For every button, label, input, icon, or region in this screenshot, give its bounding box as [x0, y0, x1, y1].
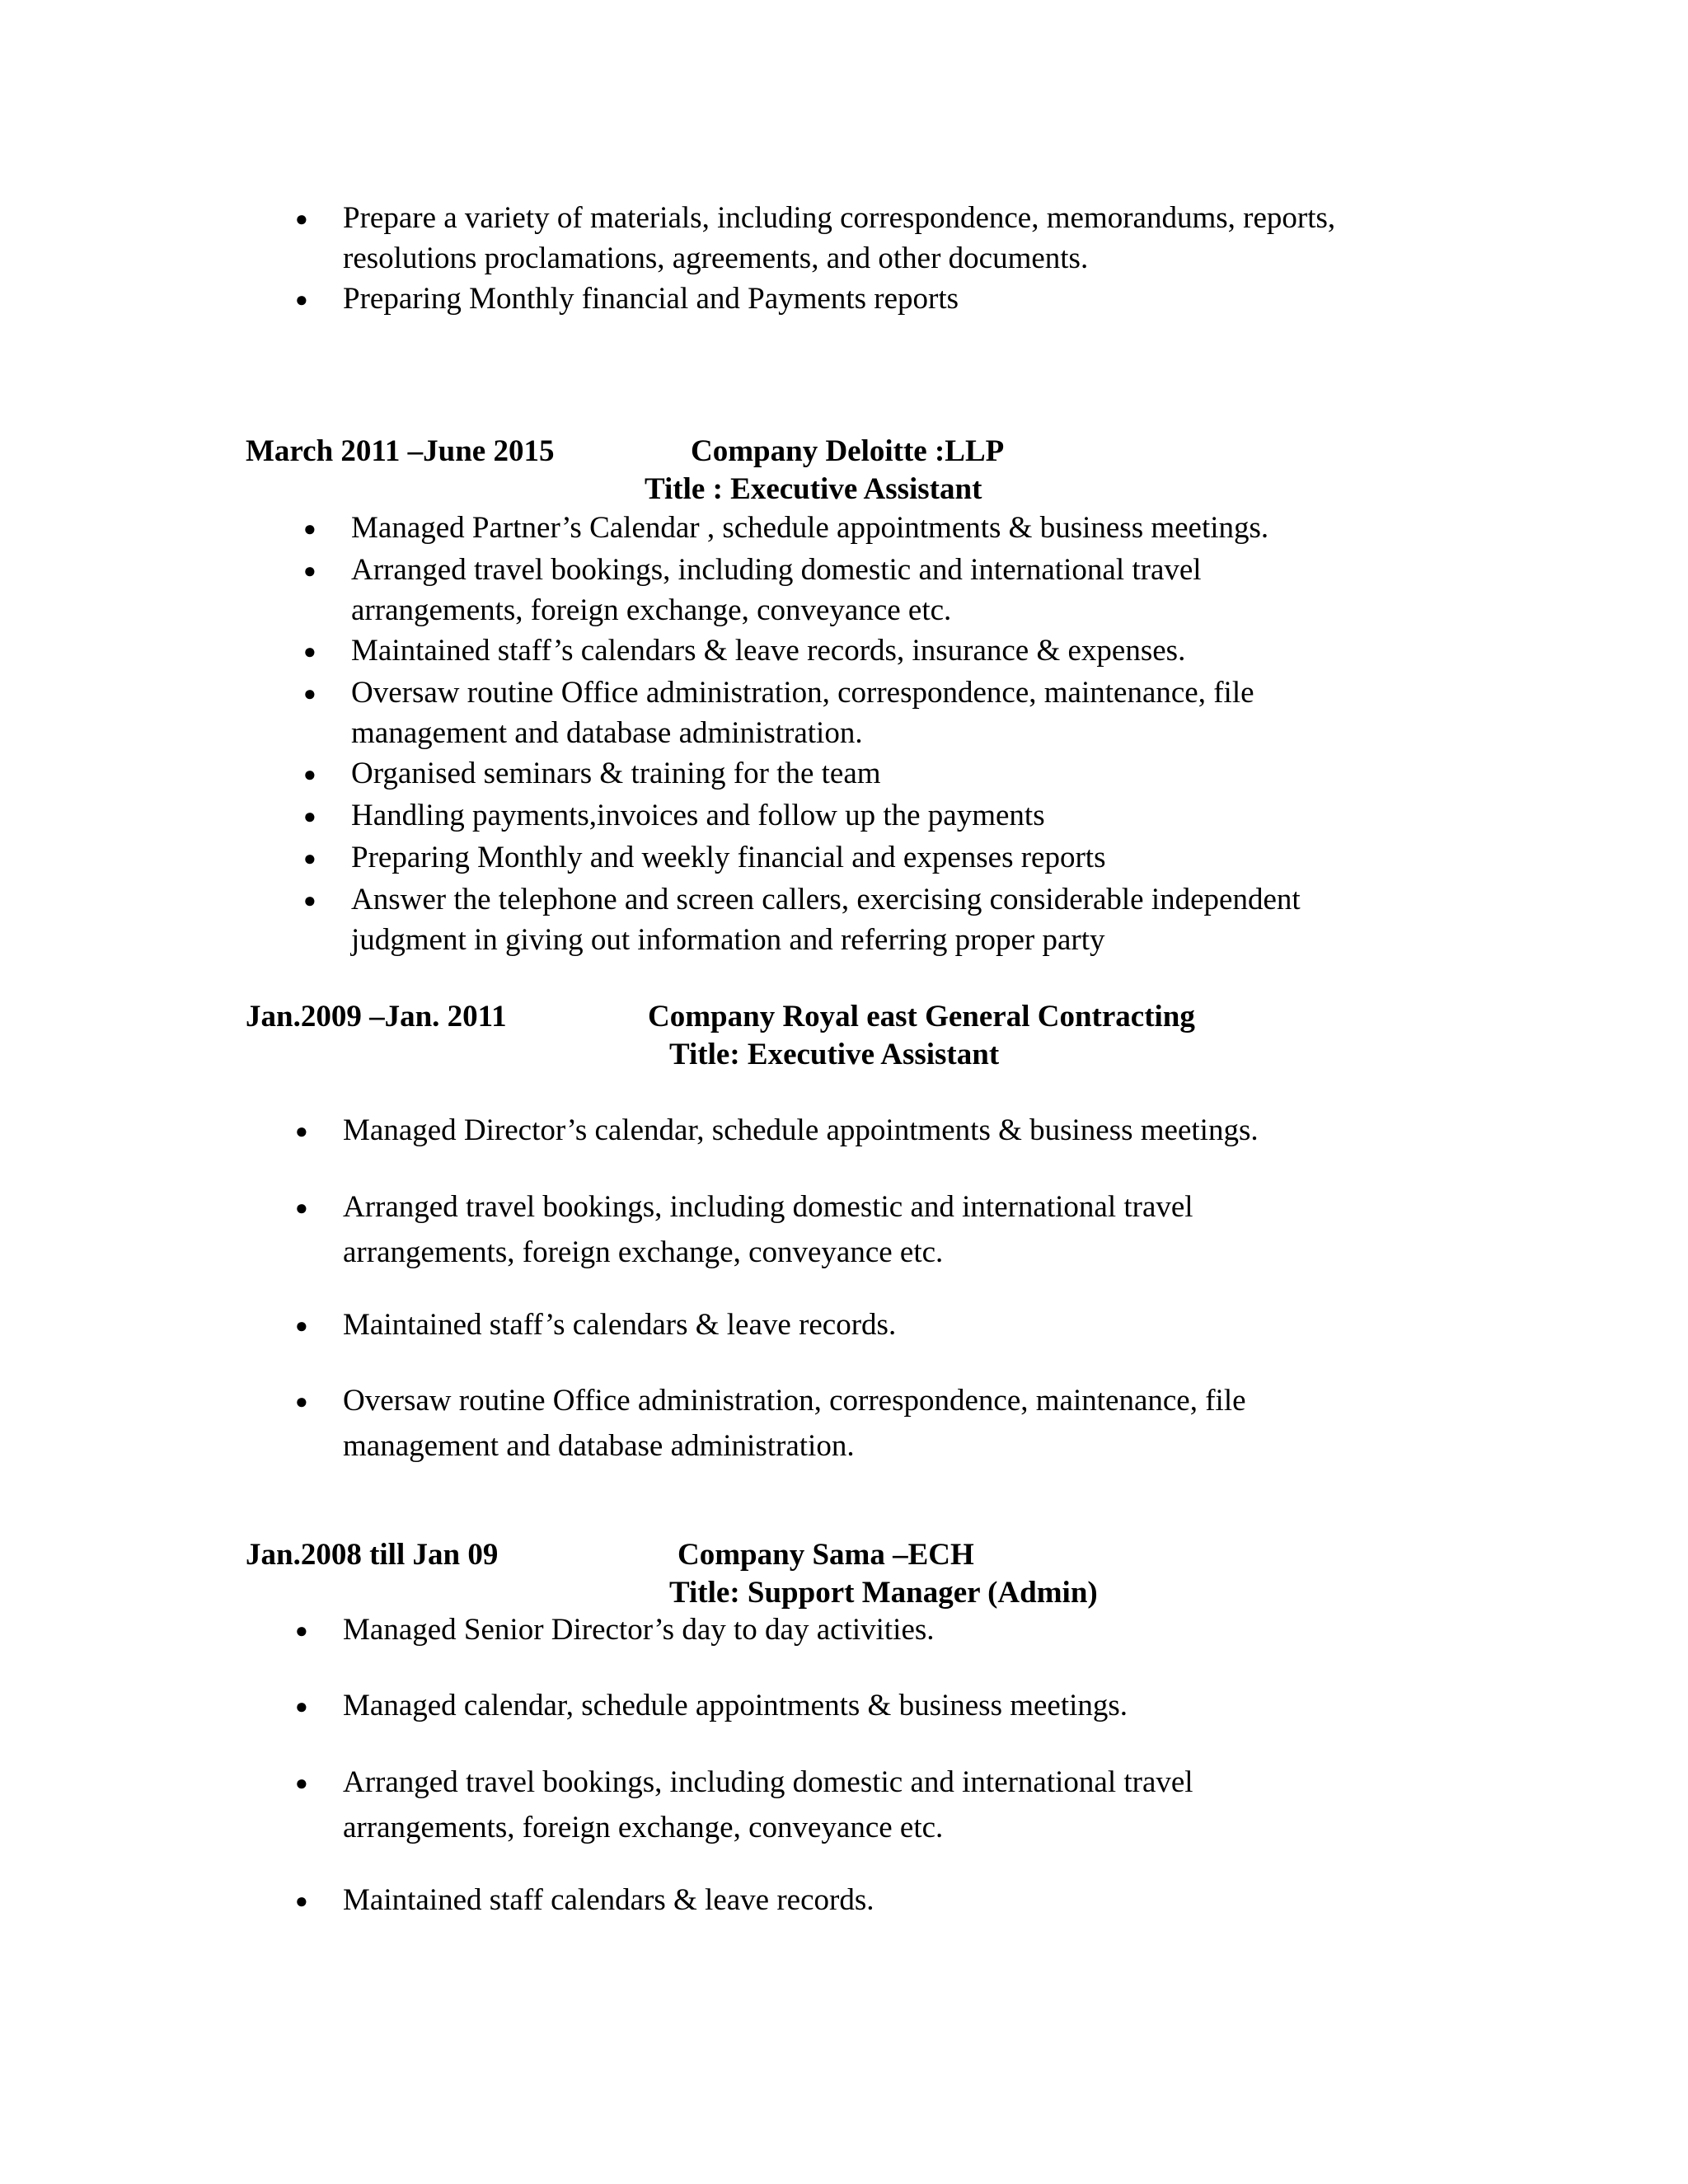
bullet-line: arrangements, foreign exchange, conveyance etc.	[343, 1811, 944, 1844]
bullet-dot: ●	[295, 1771, 308, 1795]
job-dates: Jan.2008 till Jan 09	[246, 1538, 499, 1572]
bullet-dot: ●	[295, 1694, 308, 1718]
bullet-line: Preparing Monthly and weekly financial and expenses reports	[351, 841, 1106, 874]
bullet-dot: ●	[295, 1314, 308, 1338]
bullet-line: Managed Senior Director’s day to day activities.	[343, 1613, 935, 1647]
bullet-line: Arranged travel bookings, including domestic and international travel	[343, 1765, 1193, 1799]
bullet-dot: ●	[295, 1119, 308, 1143]
bullet-line: Organised seminars & training for the team	[351, 757, 881, 790]
bullet-dot: ●	[295, 1196, 308, 1220]
bullet-line: Oversaw routine Office administration, correspondence, maintenance, file	[351, 676, 1254, 710]
bullet-dot: ●	[303, 517, 316, 541]
bullet-line: arrangements, foreign exchange, conveyance etc.	[343, 1235, 944, 1269]
job-title: Title : Executive Assistant	[645, 472, 982, 506]
bullet-dot: ●	[303, 888, 316, 912]
job-title: Title: Support Manager (Admin)	[669, 1576, 1098, 1610]
job-dates: Jan.2009 –Jan. 2011	[246, 1000, 507, 1033]
bullet-dot: ●	[303, 559, 316, 583]
job-company: Company Royal east General Contracting	[648, 1000, 1195, 1033]
bullet-line: management and database administration.	[351, 716, 863, 750]
bullet-line: Prepare a variety of materials, including correspondence, memorandums, reports,	[343, 201, 1336, 235]
bullet-line: Arranged travel bookings, including domestic and international travel	[343, 1190, 1193, 1224]
job-dates: March 2011 –June 2015	[246, 434, 555, 468]
bullet-line: Answer the telephone and screen callers, exercising considerable independent	[351, 883, 1301, 916]
bullet-line: Arranged travel bookings, including domestic and international travel	[351, 553, 1202, 587]
bullet-dot: ●	[295, 1619, 308, 1643]
bullet-line: Oversaw routine Office administration, correspondence, maintenance, file	[343, 1384, 1246, 1418]
bullet-dot: ●	[295, 1889, 308, 1913]
bullet-line: Maintained staff’s calendars & leave records, insurance & expenses.	[351, 634, 1186, 668]
bullet-dot: ●	[303, 762, 316, 786]
bullet-line: Managed Partner’s Calendar , schedule appointments & business meetings.	[351, 511, 1269, 545]
bullet-line: Preparing Monthly financial and Payments reports	[343, 282, 959, 316]
bullet-line: Managed calendar, schedule appointments & business meetings.	[343, 1689, 1128, 1722]
bullet-dot: ●	[303, 846, 316, 870]
bullet-line: management and database administration.	[343, 1429, 855, 1463]
bullet-dot: ●	[295, 1390, 308, 1413]
bullet-line: Maintained staff’s calendars & leave records.	[343, 1308, 897, 1342]
bullet-dot: ●	[295, 288, 308, 312]
bullet-line: resolutions proclamations, agreements, and other documents.	[343, 241, 1089, 275]
job-company: Company Sama –ECH	[678, 1538, 974, 1572]
bullet-line: Managed Director’s calendar, schedule appointments & business meetings.	[343, 1113, 1259, 1147]
bullet-line: arrangements, foreign exchange, conveyance etc.	[351, 593, 952, 627]
bullet-dot: ●	[303, 682, 316, 705]
bullet-dot: ●	[303, 804, 316, 828]
job-title: Title: Executive Assistant	[669, 1038, 1000, 1071]
bullet-dot: ●	[295, 207, 308, 231]
bullet-line: Maintained staff calendars & leave records.	[343, 1883, 874, 1917]
job-company: Company Deloitte :LLP	[691, 434, 1005, 468]
bullet-dot: ●	[303, 640, 316, 663]
bullet-line: Handling payments,invoices and follow up the payments	[351, 799, 1045, 832]
bullet-line: judgment in giving out information and referring proper party	[351, 923, 1105, 957]
